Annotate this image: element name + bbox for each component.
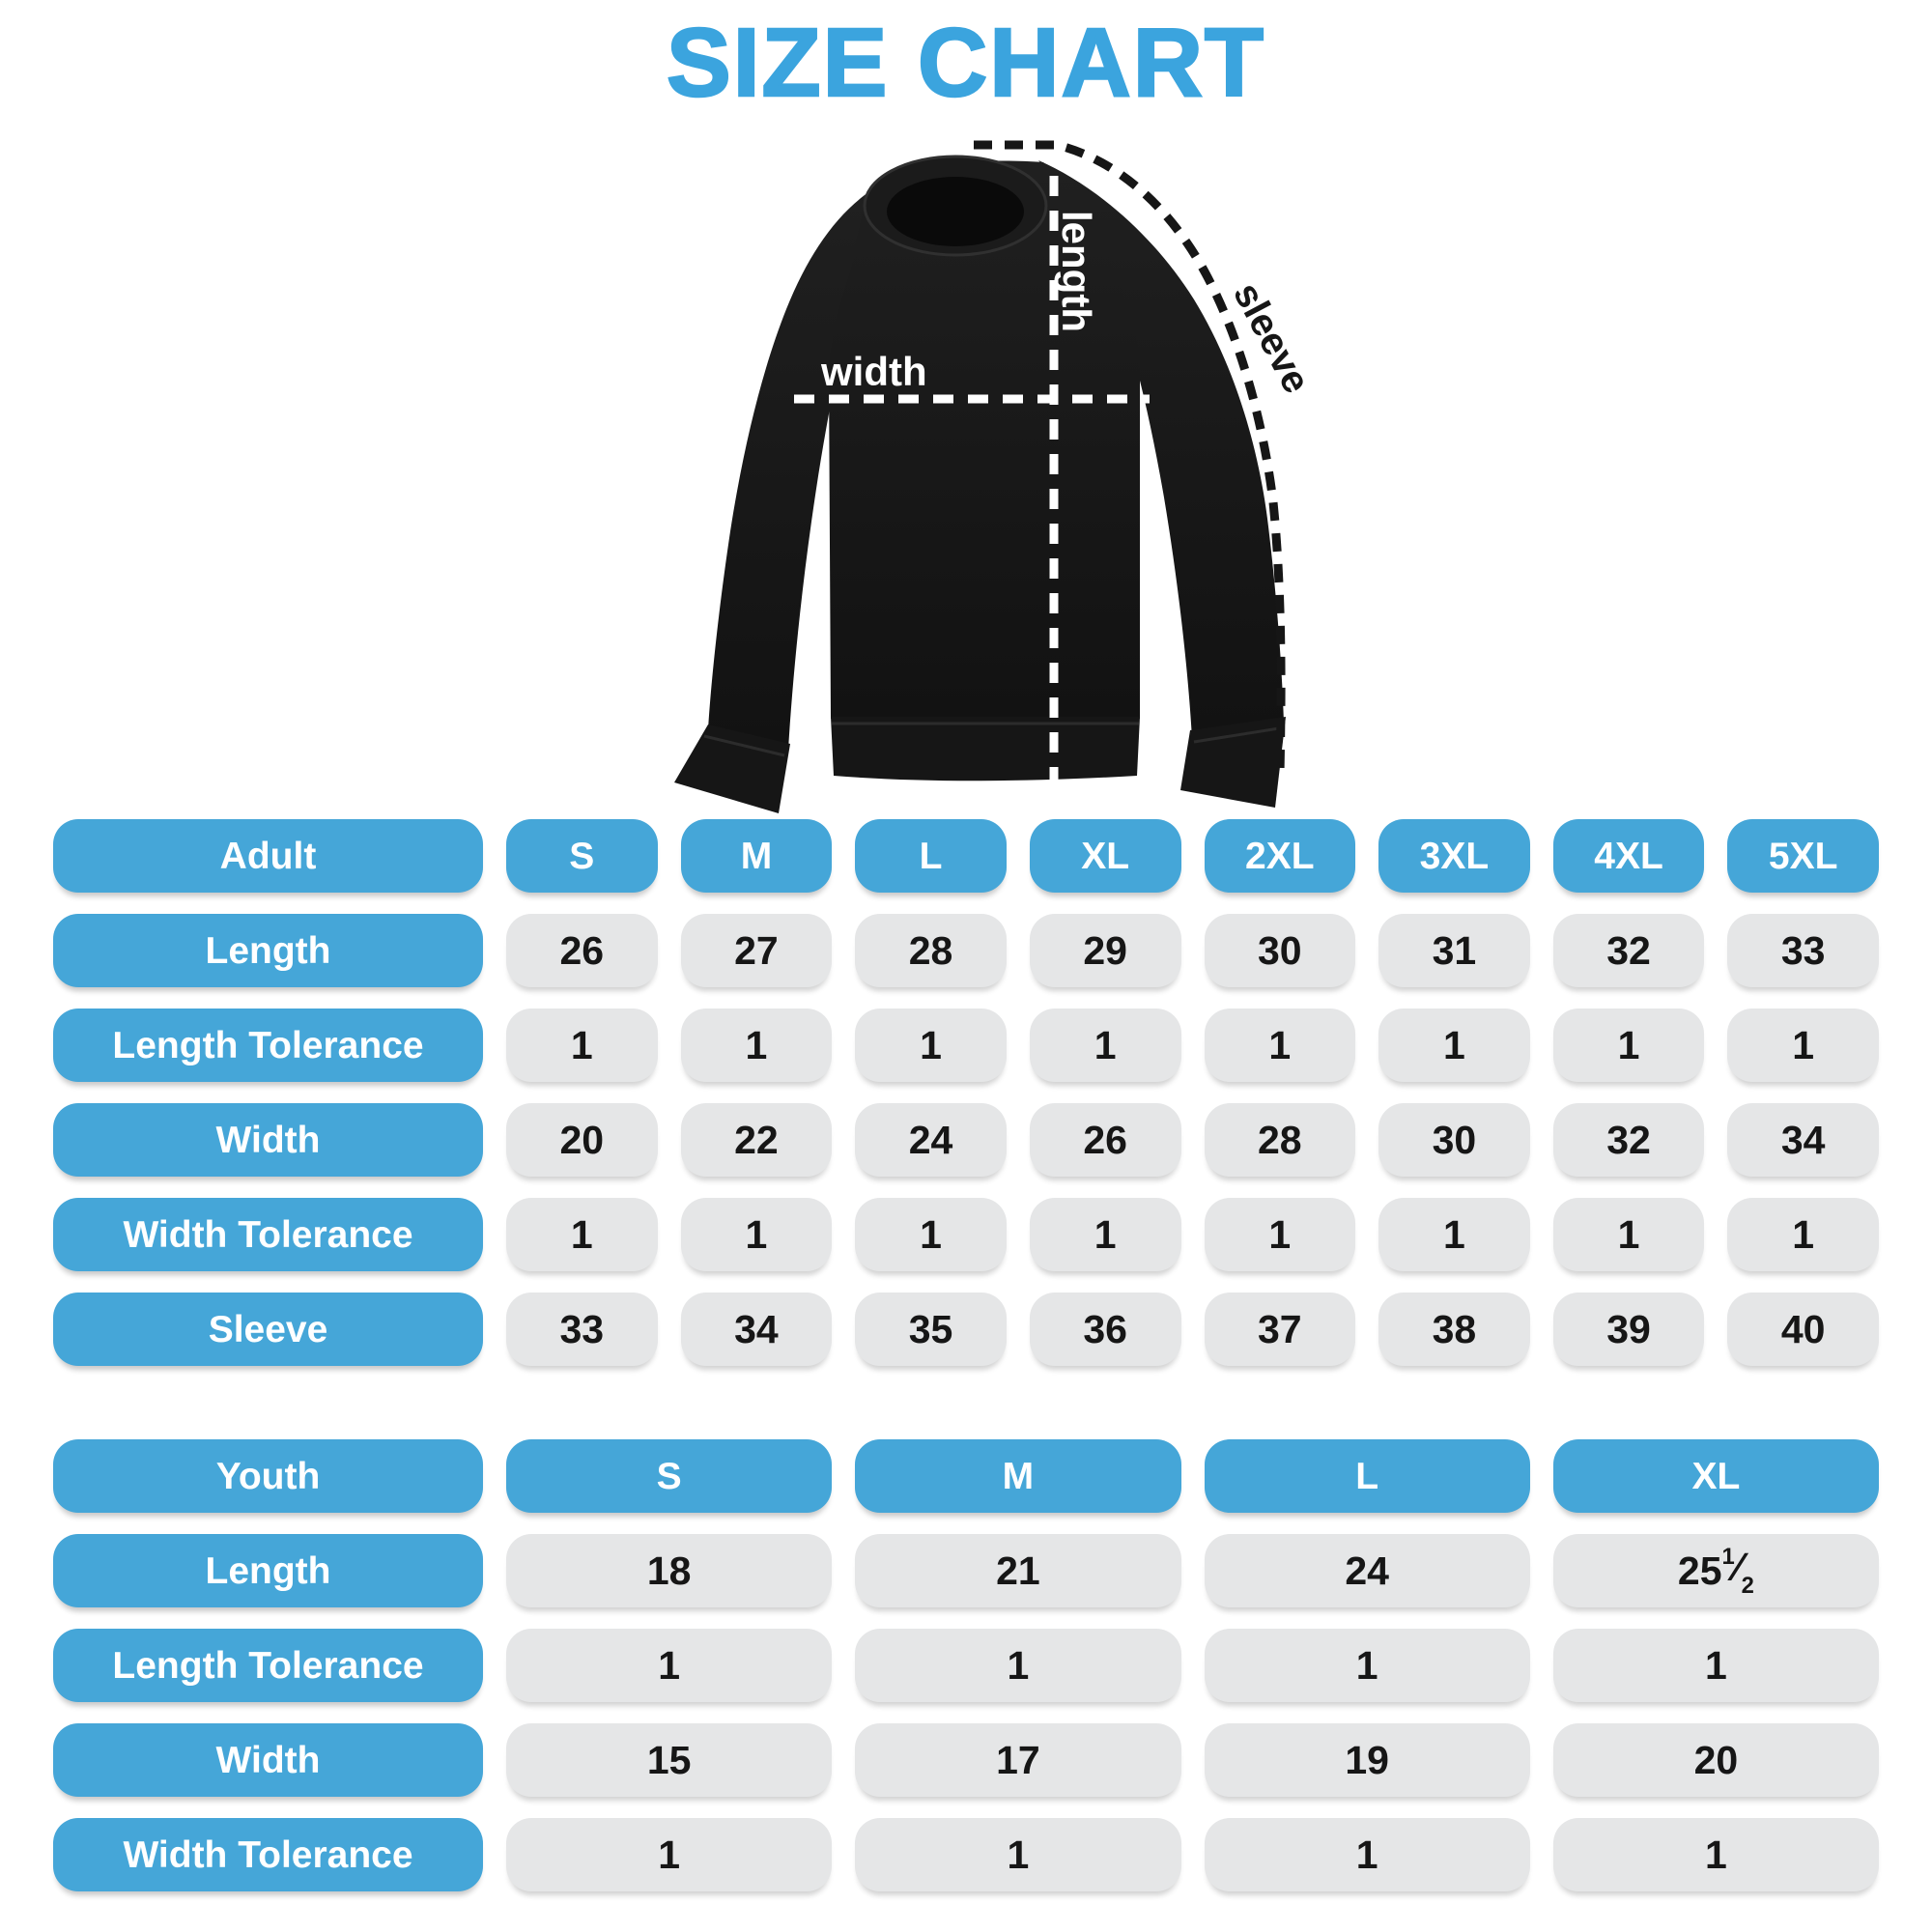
size-column-header-xl: XL	[1553, 1439, 1879, 1513]
size-value-cell: 1	[506, 1818, 832, 1891]
size-value-cell: 25 $^1⁄_2$	[1553, 1534, 1879, 1607]
fraction-half: $^1⁄_2$	[1721, 1544, 1754, 1600]
hem-band	[831, 717, 1140, 781]
size-value-cell: 34	[681, 1293, 833, 1366]
size-value-cell: 1	[681, 1009, 833, 1082]
sleeve-label: sleeve	[1225, 275, 1319, 401]
size-value-cell: 34	[1727, 1103, 1879, 1177]
size-value-cell: 38	[1378, 1293, 1530, 1366]
size-value-cell: 15	[506, 1723, 832, 1797]
size-value-cell: 1	[1553, 1009, 1705, 1082]
size-value-cell: 1	[1378, 1198, 1530, 1271]
size-value-cell: 1	[855, 1818, 1180, 1891]
size-column-header-2xl: 2XL	[1205, 819, 1356, 893]
row-label-length-tolerance: Length Tolerance	[53, 1629, 483, 1702]
adult-table-header-label: Adult	[53, 819, 483, 893]
size-column-header-4xl: 4XL	[1553, 819, 1705, 893]
adult-size-table	[53, 819, 1879, 1366]
size-value-cell: 33	[1727, 914, 1879, 987]
size-value-cell: 1	[1553, 1198, 1705, 1271]
size-value-cell: 24	[1205, 1534, 1530, 1607]
size-value-cell: 1	[1030, 1009, 1181, 1082]
collar-opening	[887, 177, 1024, 246]
size-value-cell: 32	[1553, 1103, 1705, 1177]
size-value-cell: 35	[855, 1293, 1007, 1366]
size-value-cell: 37	[1205, 1293, 1356, 1366]
size-column-header-m: M	[855, 1439, 1180, 1513]
size-column-header-s: S	[506, 1439, 832, 1513]
row-label-sleeve: Sleeve	[53, 1293, 483, 1366]
size-value-cell: 31	[1378, 914, 1530, 987]
size-column-header-l: L	[855, 819, 1007, 893]
size-value-cell: 21	[855, 1534, 1180, 1607]
size-column-header-m: M	[681, 819, 833, 893]
size-value-cell: 30	[1378, 1103, 1530, 1177]
width-label: width	[821, 349, 927, 394]
size-value-cell: 26	[506, 914, 658, 987]
size-value-cell: 26	[1030, 1103, 1181, 1177]
size-column-header-l: L	[1205, 1439, 1530, 1513]
size-value-cell: 1	[1205, 1818, 1530, 1891]
size-value-cell: 1	[855, 1629, 1180, 1702]
size-value-cell: 1	[1205, 1009, 1356, 1082]
size-value-cell: 1	[855, 1198, 1007, 1271]
row-label-width: Width	[53, 1103, 483, 1177]
size-value-cell: 29	[1030, 914, 1181, 987]
size-value-cell: 1	[1205, 1629, 1530, 1702]
size-value-cell: 1	[506, 1009, 658, 1082]
size-value-cell: 20	[506, 1103, 658, 1177]
size-value-cell: 1	[506, 1198, 658, 1271]
size-value-cell: 1	[506, 1629, 832, 1702]
size-column-header-xl: XL	[1030, 819, 1181, 893]
size-value-cell: 1	[1378, 1009, 1530, 1082]
length-label: length	[1054, 211, 1099, 332]
size-column-header-5xl: 5XL	[1727, 819, 1879, 893]
size-value-cell: 1	[855, 1009, 1007, 1082]
row-label-length: Length	[53, 1534, 483, 1607]
size-value-cell: 1	[681, 1198, 833, 1271]
size-value-cell: 1	[1727, 1009, 1879, 1082]
size-value-cell: 22	[681, 1103, 833, 1177]
row-label-width-tolerance: Width Tolerance	[53, 1818, 483, 1891]
row-label-length-tolerance: Length Tolerance	[53, 1009, 483, 1082]
size-column-header-3xl: 3XL	[1378, 819, 1530, 893]
size-value-cell: 39	[1553, 1293, 1705, 1366]
youth-size-table	[53, 1439, 1879, 1891]
size-value-cell: 32	[1553, 914, 1705, 987]
size-value-cell: 1	[1553, 1629, 1879, 1702]
size-value-cell: 1	[1727, 1198, 1879, 1271]
sweatshirt-diagram	[0, 0, 1932, 831]
size-value-cell: 1	[1205, 1198, 1356, 1271]
sweatshirt-diagram-svg	[0, 0, 1932, 831]
size-value-cell: 27	[681, 914, 833, 987]
size-value-cell: 36	[1030, 1293, 1181, 1366]
size-value-cell: 19	[1205, 1723, 1530, 1797]
size-value-cell: 17	[855, 1723, 1180, 1797]
size-value-cell: 1	[1553, 1818, 1879, 1891]
row-label-width-tolerance: Width Tolerance	[53, 1198, 483, 1271]
page-title: SIZE CHART	[667, 9, 1265, 117]
size-value-cell: 33	[506, 1293, 658, 1366]
size-column-header-s: S	[506, 819, 658, 893]
row-label-length: Length	[53, 914, 483, 987]
size-value-cell: 20	[1553, 1723, 1879, 1797]
size-value-cell: 28	[855, 914, 1007, 987]
size-value-cell: 24	[855, 1103, 1007, 1177]
youth-table-header-label: Youth	[53, 1439, 483, 1513]
size-value-cell: 30	[1205, 914, 1356, 987]
size-value-cell: 40	[1727, 1293, 1879, 1366]
size-value-cell: 18	[506, 1534, 832, 1607]
size-value-cell: 1	[1030, 1198, 1181, 1271]
size-value-cell: 28	[1205, 1103, 1356, 1177]
row-label-width: Width	[53, 1723, 483, 1797]
